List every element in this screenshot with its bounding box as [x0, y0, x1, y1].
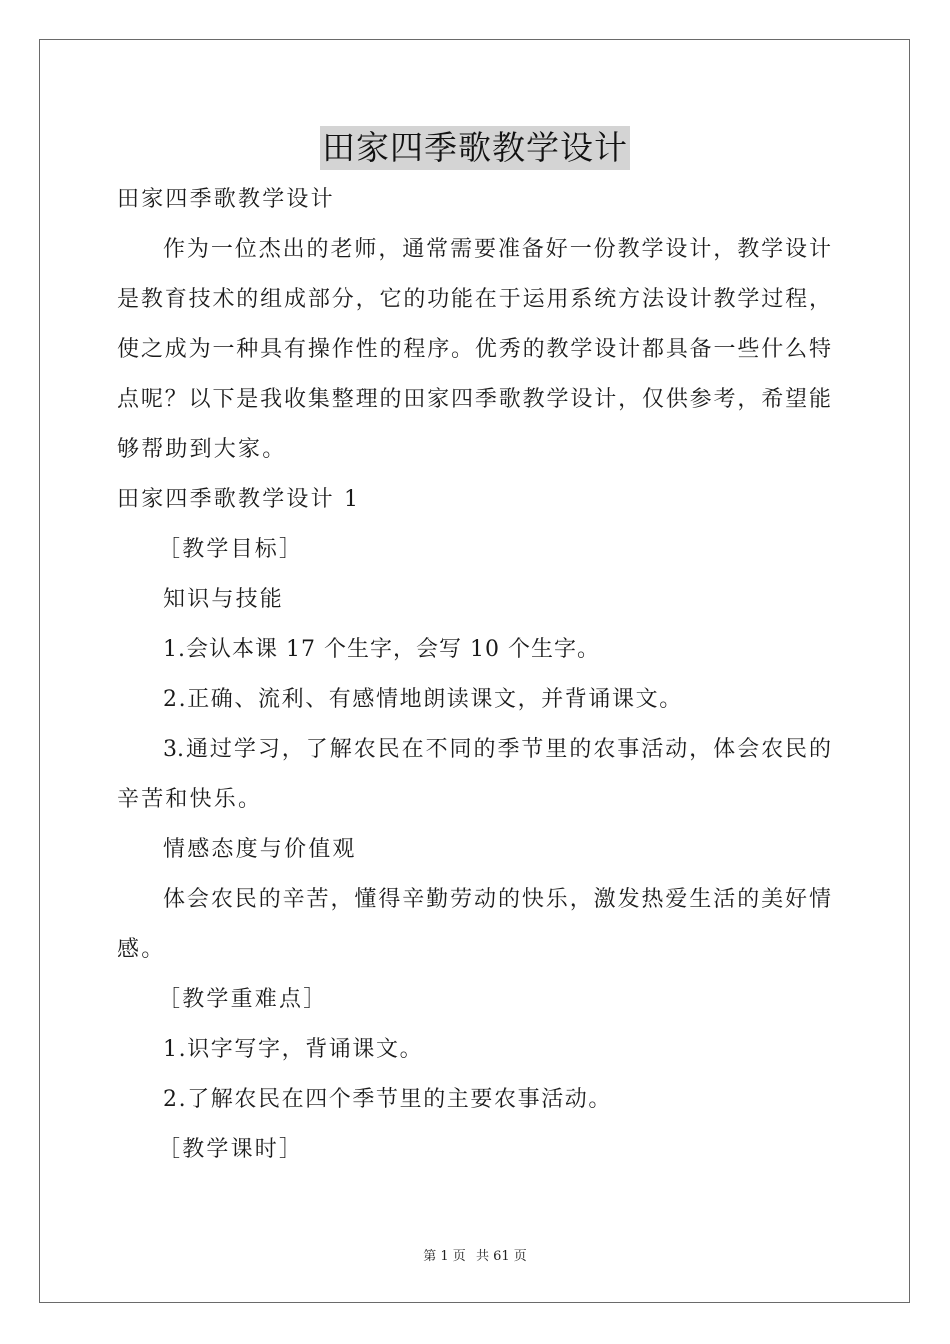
- section-heading: 田家四季歌教学设计 1: [117, 487, 361, 512]
- intro-line-5: 够帮助到大家。: [117, 437, 287, 462]
- page-footer: [0, 1248, 950, 1266]
- intro-line-3: 使之成为一种具有操作性的程序。优秀的教学设计都具备一些什么特: [117, 337, 831, 362]
- page-total: 共 61 页: [475, 1249, 527, 1264]
- emotion-heading: 情感态度与价值观: [163, 837, 357, 862]
- title-container: [0, 126, 950, 170]
- document-title: 田家四季歌教学设计: [320, 126, 630, 170]
- page-number: 第 1 页: [423, 1249, 466, 1264]
- key-points-heading: ［教学重难点］: [158, 987, 328, 1012]
- knowledge-item-3: 3.通过学习，了解农民在不同的季节里的农事活动，体会农民的: [163, 737, 831, 762]
- knowledge-item-3-cont: 辛苦和快乐。: [117, 787, 263, 812]
- intro-line-4: 点呢？以下是我收集整理的田家四季歌教学设计，仅供参考，希望能: [117, 387, 831, 412]
- knowledge-heading: 知识与技能: [163, 587, 285, 612]
- subtitle: 田家四季歌教学设计: [117, 187, 335, 212]
- key-point-1: 1.识字写字，背诵课文。: [163, 1037, 424, 1062]
- emotion-line-1: 体会农民的辛苦，懂得辛勤劳动的快乐，激发热爱生活的美好情: [163, 887, 831, 912]
- key-point-2: 2.了解农民在四个季节里的主要农事活动。: [163, 1087, 612, 1112]
- knowledge-item-1: 1.会认本课 17 个生字，会写 10 个生字。: [163, 637, 600, 662]
- intro-line-1: 作为一位杰出的老师，通常需要准备好一份教学设计，教学设计: [163, 237, 831, 262]
- goals-heading: ［教学目标］: [158, 537, 304, 562]
- intro-line-2: 是教育技术的组成部分，它的功能在于运用系统方法设计教学过程，: [117, 287, 831, 312]
- knowledge-item-2: 2.正确、流利、有感情地朗读课文，并背诵课文。: [163, 687, 683, 712]
- emotion-line-2: 感。: [117, 937, 166, 962]
- class-hours-heading: ［教学课时］: [158, 1137, 304, 1162]
